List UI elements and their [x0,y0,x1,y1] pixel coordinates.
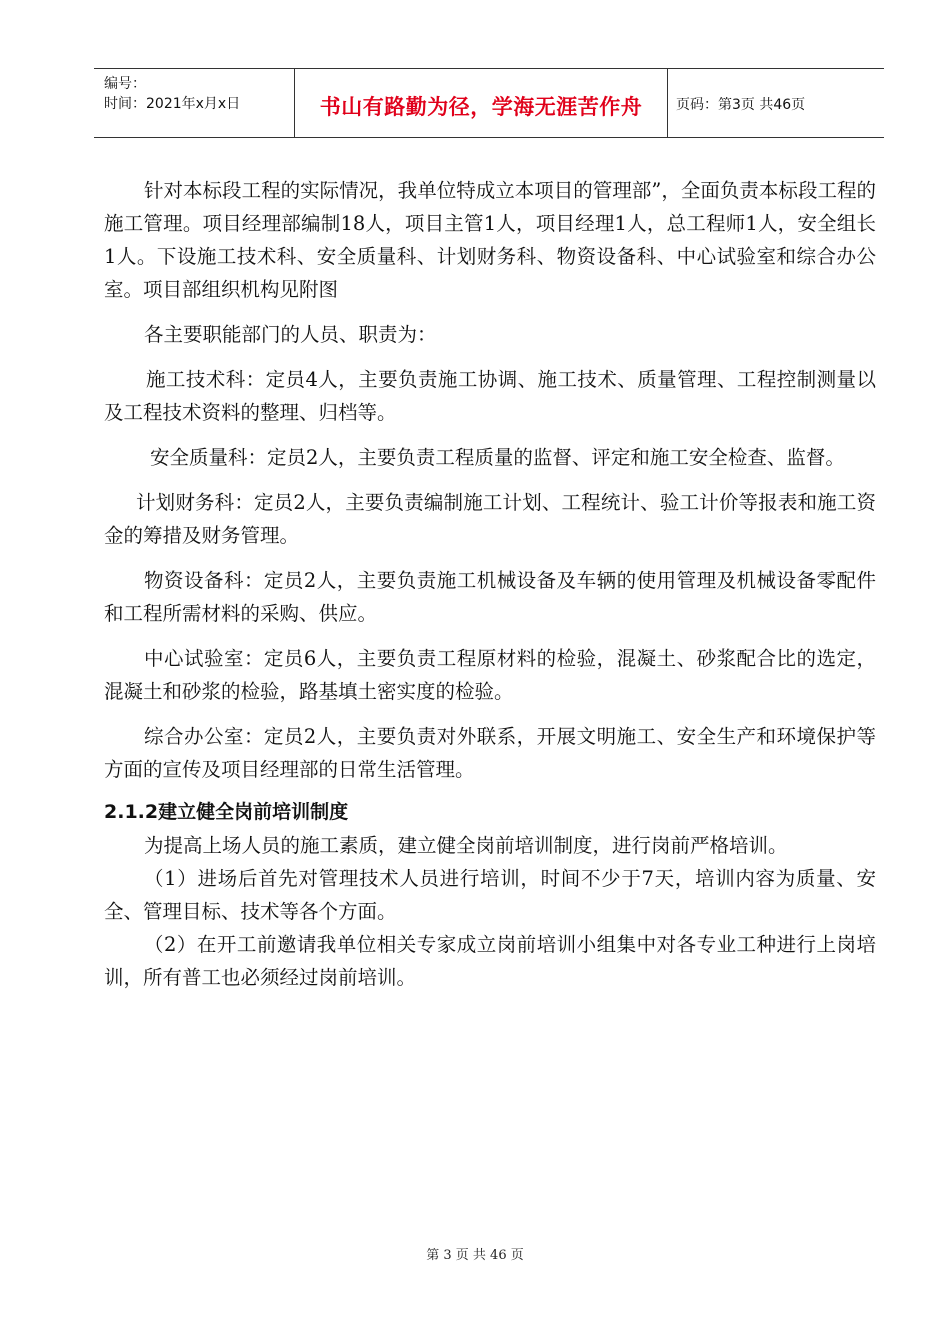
page-header [94,68,884,138]
paragraph-org-structure: 针对本标段工程的实际情况，我单位特成立本项目的管理部”，全面负责本标段工程的施工管理。项目经理部编制18人，项目主管1人，项目经理1人，总工程师1人，安全组长1人。下设施工技术科、安全质量科、计划财务科、物资设备科、中心试验室和综合办公室。项目部组织机构见附图 [104,179,876,301]
paragraph-finance-dept: 计划财务科：定员2人，主要负责编制施工计划、工程统计、验工计价等报表和施工资金的筹措及财务管理。 [104,491,876,547]
document-body [104,174,876,994]
section-heading: 2.1.2建立健全岗前培训制度 [104,801,349,823]
header-meta-cell [94,69,294,137]
header-page-label: 页码：第3页 共46页 [676,97,806,113]
page-footer: 第 3 页 共 46 页 [426,1248,524,1263]
paragraph-lab-dept: 中心试验室：定员6人，主要负责工程原材料的检验，混凝土、砂浆配合比的选定，混凝土和砂浆的检验，路基填土密实度的检验。 [104,647,876,703]
paragraph-office-dept: 综合办公室：定员2人，主要负责对外联系，开展文明施工、安全生产和环境保护等方面的宣传及项目经理部的日常生活管理。 [104,725,876,781]
doc-number-label: 编号： [104,76,146,92]
paragraph-materials-dept: 物资设备科：定员2人，主要负责施工机械设备及车辆的使用管理及机械设备零配件和工程所需材料的采购、供应。 [104,569,876,625]
paragraph-safety-dept: 安全质量科：定员2人，主要负责工程质量的监督、评定和施工安全检查、监督。 [150,446,845,469]
paragraph-departments-intro: 各主要职能部门的人员、职责为： [144,323,437,346]
paragraph-tech-dept: 施工技术科：定员4人，主要负责施工协调、施工技术、质量管理、工程控制测量以及工程技术资料的整理、归档等。 [104,368,876,424]
paragraph-training-item-2: （2）在开工前邀请我单位相关专家成立岗前培训小组集中对各专业工种进行上岗培训，所有普工也必须经过岗前培训。 [104,933,876,989]
header-page-cell [666,69,884,137]
header-motto: 书山有路勤为径，学海无涯苦作舟 [319,95,643,119]
paragraph-training-item-1: （1）进场后首先对管理技术人员进行培训，时间不少于7天，培训内容为质量、安全、管理目标、技术等各个方面。 [104,867,876,923]
header-motto-cell [294,69,668,137]
doc-time-label: 时间：2021年x月x日 [104,96,241,112]
paragraph-training-intro: 为提高上场人员的施工素质，建立健全岗前培训制度，进行岗前严格培训。 [144,834,788,857]
